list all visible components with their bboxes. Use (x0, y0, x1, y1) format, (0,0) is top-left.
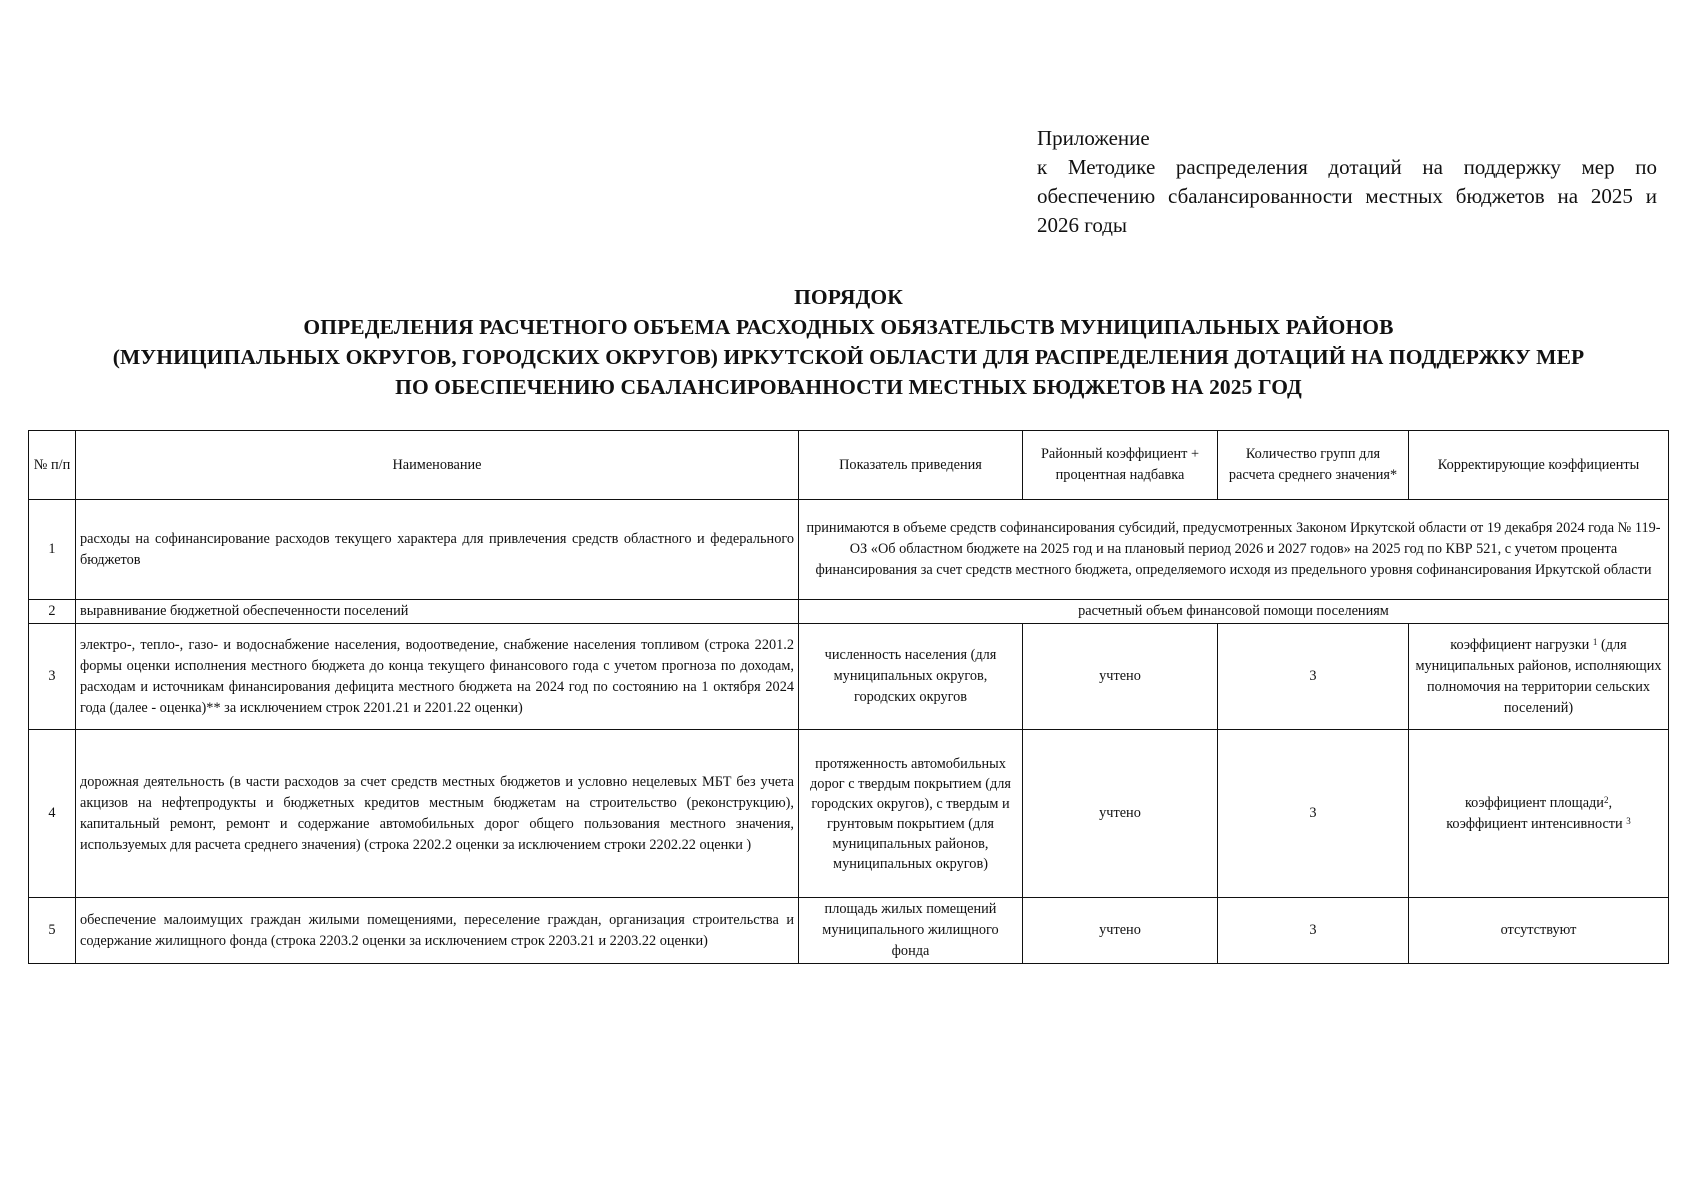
row-indicator: численность населения (для муниципальных округов, городских округов (799, 624, 1023, 730)
row-indicator: протяженность автомобильных дорог с твердым покрытием (для городских округов), с твердым и грунтовым покрытием (для муниципальных районов, муниципальных округов) (799, 730, 1023, 898)
header-groups: Количество групп для расчета среднего значения* (1218, 431, 1409, 500)
row-correction (1409, 730, 1669, 898)
row-correction (1409, 624, 1669, 730)
appendix-reference: к Методике распределения дотаций на поддержку мер по обеспечению сбалансированности местных бюджетов на 2025 и 2026 годы (1037, 155, 1657, 237)
row-groups: 3 (1218, 624, 1409, 730)
row-name: электро-, тепло-, газо- и водоснабжение населения, водоотведение, снабжение населения топливом (строка 2201.2 формы оценки исполнения местного бюджета до конца текущего финансового года с учетом прогноза по доходам, расходам и источникам финансирования дефицита местного бюджета на 2024 год по состоянию на 1 октября 2024 года (далее - оценка)** за исключением строк 2201.21 и 2201.22 оценки) (76, 624, 799, 730)
row-name: выравнивание бюджетной обеспеченности поселений (76, 600, 799, 624)
header-indicator: Показатель приведения (799, 431, 1023, 500)
calculation-table (28, 430, 1669, 964)
table-row (29, 624, 1669, 730)
title-line-2: ОПРЕДЕЛЕНИЯ РАСЧЕТНОГО ОБЪЕМА РАСХОДНЫХ ОБЯЗАТЕЛЬСТВ МУНИЦИПАЛЬНЫХ РАЙОНОВ (303, 315, 1394, 339)
appendix-block (1037, 124, 1657, 240)
footnote-marker: 1 (1592, 636, 1598, 647)
footnote-marker: 3 (1626, 815, 1631, 826)
row-num: 2 (29, 600, 76, 624)
row-num: 1 (29, 500, 76, 600)
table-header-row (29, 431, 1669, 500)
table-row (29, 898, 1669, 964)
row-groups: 3 (1218, 730, 1409, 898)
table-row (29, 600, 1669, 624)
title-line-3: (МУНИЦИПАЛЬНЫХ ОКРУГОВ, ГОРОДСКИХ ОКРУГОВ) ИРКУТСКОЙ ОБЛАСТИ ДЛЯ РАСПРЕДЕЛЕНИЯ ДОТАЦИЙ НА ПОДДЕРЖКУ МЕР (112, 345, 1585, 369)
correction-label: коэффициент нагрузки (1450, 636, 1590, 653)
correction-label-b: коэффициент интенсивности (1446, 815, 1623, 832)
header-num: № п/п (29, 431, 76, 500)
correction-note: (для муниципальных районов, исполняющих полномочия на территории сельских поселений) (1415, 636, 1662, 716)
row-num: 4 (29, 730, 76, 898)
title-line-4: ПО ОБЕСПЕЧЕНИЮ СБАЛАНСИРОВАННОСТИ МЕСТНЫХ БЮДЖЕТОВ НА 2025 ГОД (395, 375, 1302, 399)
footnote-marker: 2 (1603, 794, 1609, 805)
row-num: 3 (29, 624, 76, 730)
row-groups: 3 (1218, 898, 1409, 964)
correction-separator: , (1608, 794, 1613, 811)
row-correction: отсутствуют (1409, 898, 1669, 964)
row-coefficient: учтено (1023, 624, 1218, 730)
row-merged-note: расчетный объем финансовой помощи поселениям (799, 600, 1669, 624)
title-line-1: ПОРЯДОК (794, 285, 903, 309)
row-name: обеспечение малоимущих граждан жилыми помещениями, переселение граждан, организация строительства и содержание жилищного фонда (строка 2203.2 оценки за исключением строк 2203.21 и 2203.22 оценки) (76, 898, 799, 964)
table-row (29, 500, 1669, 600)
header-coefficient: Районный коэффициент + процентная надбавка (1023, 431, 1218, 500)
row-coefficient: учтено (1023, 898, 1218, 964)
row-name: расходы на софинансирование расходов текущего характера для привлечения средств областного и федерального бюджетов (76, 500, 799, 600)
row-coefficient: учтено (1023, 730, 1218, 898)
header-name: Наименование (76, 431, 799, 500)
document-title (0, 282, 1697, 402)
table-row (29, 730, 1669, 898)
row-name: дорожная деятельность (в части расходов за счет средств местных бюджетов и условно нецелевых МБТ без учета акцизов на нефтепродукты и бюджетных кредитов местным бюджетам на строительство (реконструкцию), капитальный ремонт, ремонт и содержание автомобильных дорог общего пользования местного значения, используемых для расчета среднего значения) (строка 2202.2 оценки за исключением строки 2202.22 оценки ) (76, 730, 799, 898)
header-correction: Корректирующие коэффициенты (1409, 431, 1669, 500)
row-num: 5 (29, 898, 76, 964)
appendix-heading: Приложение (1037, 126, 1150, 150)
row-indicator: площадь жилых помещений муниципального жилищного фонда (799, 898, 1023, 964)
row-merged-note: принимаются в объеме средств софинансирования субсидий, предусмотренных Законом Иркутской области от 19 декабря 2024 года № 119-ОЗ «Об областном бюджете на 2025 год и на плановый период 2026 и 2027 годов» на 2025 год по КВР 521, с учетом процента финансирования за счет средств местного бюджета, определяемого исходя из предельного уровня софинансирования Иркутской области (799, 500, 1669, 600)
correction-label-a: коэффициент площади (1464, 794, 1604, 811)
